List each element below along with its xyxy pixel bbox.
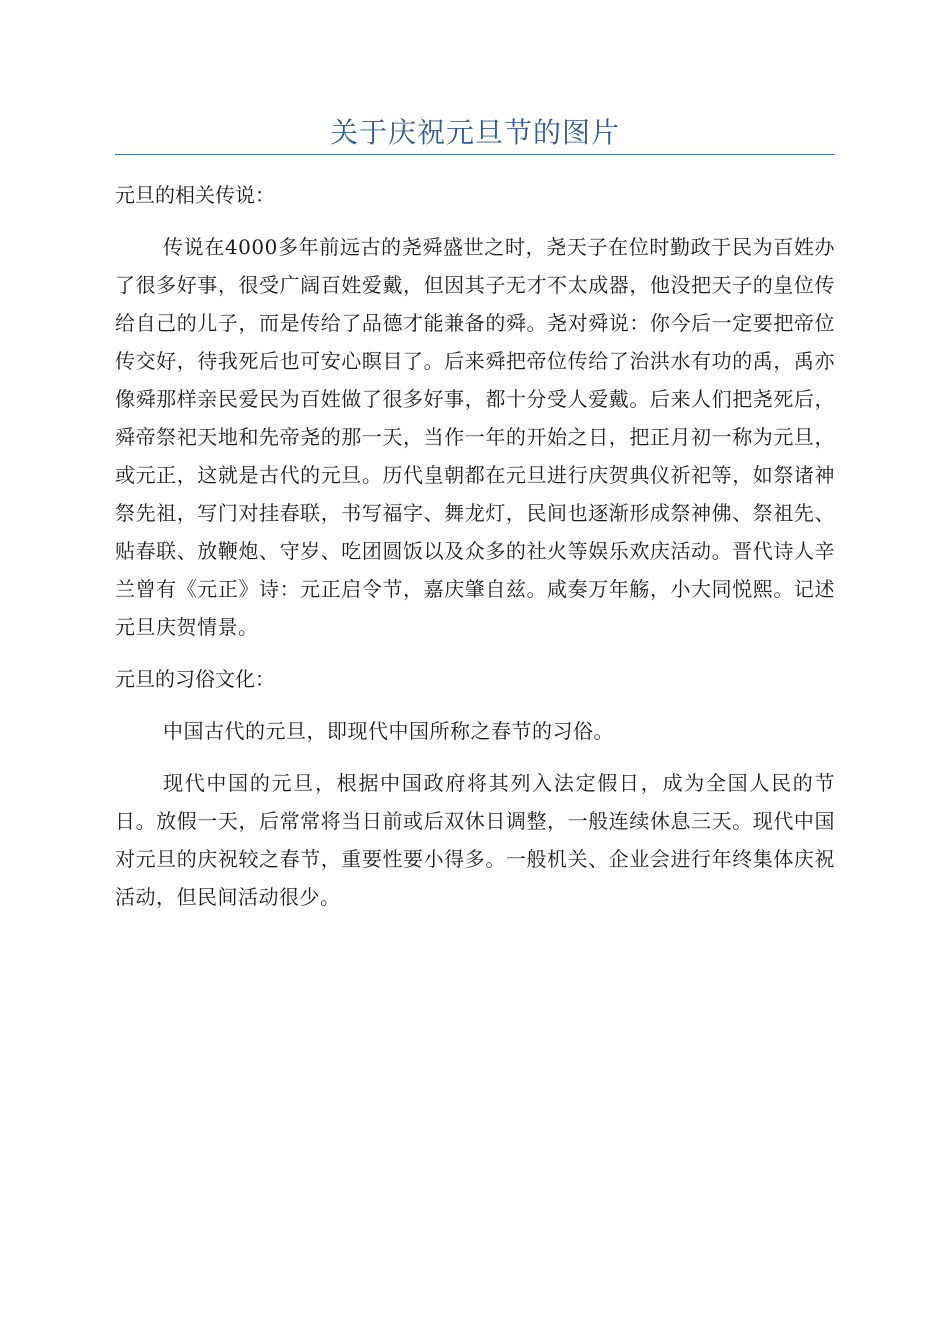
- paragraph-customs-modern: 现代中国的元旦，根据中国政府将其列入法定假日，成为全国人民的节日。放假一天，后常常将当日前或后双休日调整，一般连续休息三天。现代中国对元旦的庆祝较之春节，重要性要小得多。一般机关、企业会进行年终集体庆祝活动，但民间活动很少。: [115, 771, 835, 909]
- section-heading-customs: 元旦的习俗文化：: [115, 667, 275, 691]
- spacer: [115, 646, 835, 660]
- spacer: [115, 750, 835, 764]
- spacer: [115, 698, 835, 712]
- document-title: 关于庆祝元旦节的图片: [329, 116, 620, 149]
- title-underline: [115, 154, 835, 155]
- spacer: [115, 214, 835, 228]
- document-body: [115, 176, 835, 916]
- section-heading-legend: 元旦的相关传说：: [115, 183, 275, 207]
- paragraph-customs-ancient: 中国古代的元旦，即现代中国所称之春节的习俗。: [163, 719, 614, 743]
- paragraph-legend: 传说在4000多年前远古的尧舜盛世之时，尧天子在位时勤政于民为百姓办了很多好事，很受广阔百姓爱戴，但因其子无才不太成器，他没把天子的皇位传给自己的儿子，而是传给了品德才能兼备的舜。尧对舜说：你今后一定要把帝位传交好，待我死后也可安心瞑目了。后来舜把帝位传给了治洪水有功的禹，禹亦像舜那样亲民爱民为百姓做了很多好事，都十分受人爱戴。后来人们把尧死后，舜帝祭祀天地和先帝尧的那一天，当作一年的开始之日，把正月初一称为元旦，或元正，这就是古代的元旦。历代皇朝都在元旦进行庆贺典仪祈祀等，如祭诸神祭先祖，写门对挂春联，书写福字、舞龙灯，民间也逐渐形成祭神佛、祭祖先、贴春联、放鞭炮、守岁、吃团圆饭以及众多的社火等娱乐欢庆活动。晋代诗人辛兰曾有《元正》诗：元正启令节，嘉庆肇自兹。咸奏万年觞，小大同悦熙。记述元旦庆贺情景。: [115, 235, 835, 639]
